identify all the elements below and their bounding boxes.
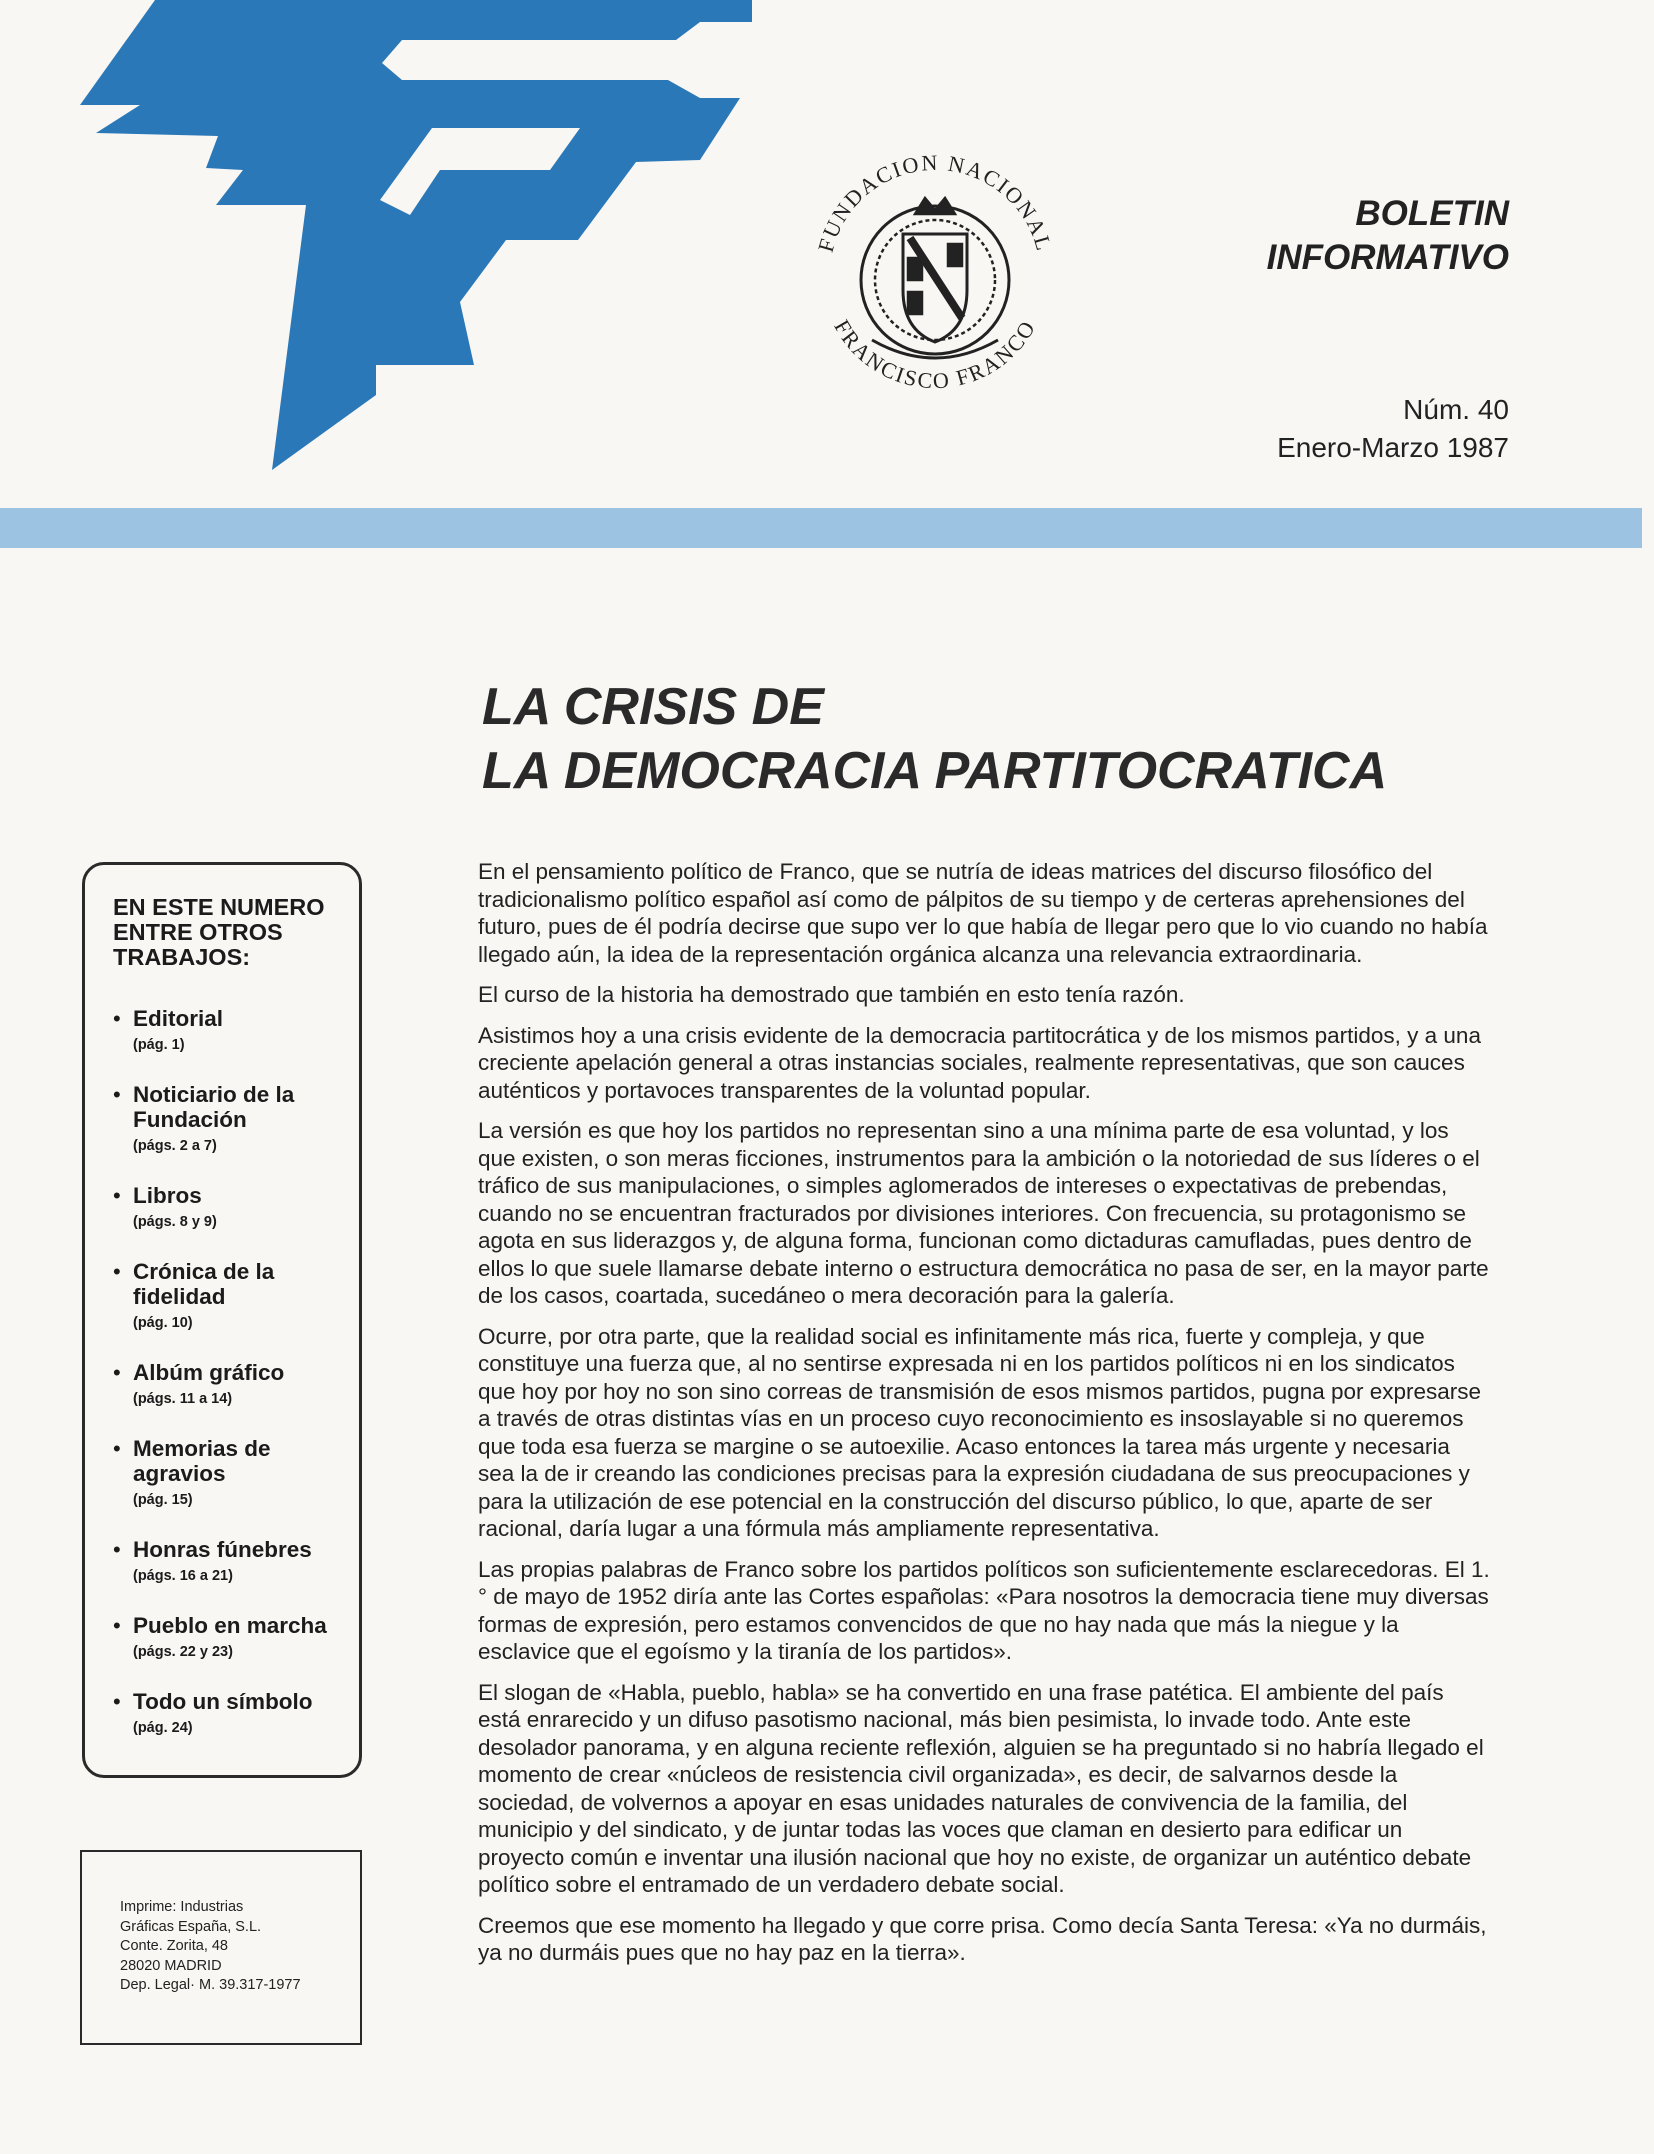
article-paragraph: El curso de la historia ha demostrado que también en esto tenía razón. — [478, 982, 1185, 1007]
contents-item-label: fidelidad — [133, 1284, 226, 1309]
printer-line: 28020 MADRID — [120, 1957, 222, 1974]
contents-item-label: • Crónica de la — [133, 1259, 275, 1284]
contents-item-page: (pág. 10) — [133, 1315, 193, 1331]
contents-item — [113, 1436, 339, 1511]
header-stripe — [0, 508, 1642, 548]
contents-item-label: • Todo un símbolo — [133, 1689, 313, 1714]
contents-item-label: • Albúm gráfico — [133, 1360, 285, 1385]
publication-title-line: BOLETIN — [1355, 194, 1509, 233]
seal-emblem — [861, 198, 1009, 358]
contents-item-label: agravios — [133, 1461, 226, 1486]
contents-item-page: (págs. 16 a 21) — [133, 1568, 233, 1584]
contents-item — [113, 1006, 339, 1056]
contents-heading — [113, 895, 339, 970]
seal-text-top: FUNDACION NACIONAL — [812, 149, 1058, 255]
article-paragraph: El slogan de «Habla, pueblo, habla» se ha convertido en una frase patética. El ambiente del país está enrarecido y un difuso pasotismo nacional, más bien pesimista, lo invade todo. Ante este desolador panorama, y en alguna reciente reflexión, alguien se ha preguntado si no habría llegado el momento de crear «núcleos de resistencia civil organizada», es decir, de salvarnos desde la sociedad, de volvernos a apoyar en esas unidades naturales de convivencia de la familia, del municipio y del sindicato, y de juntar todas las voces que claman en desierto para edificar un proyecto común e inventar una ilusión nacional que hoy no existe, de organizar un auténtico debate político sobre el entramado de un verdadero debate social. — [478, 1679, 1484, 1897]
contents-item-page: (pág. 24) — [133, 1720, 193, 1736]
issue-date: Enero-Marzo 1987 — [1277, 432, 1509, 463]
publication-title — [1267, 192, 1509, 280]
seal-text-bottom: FRANCISCO FRANCO — [829, 315, 1041, 394]
article-paragraph: Las propias palabras de Franco sobre los partidos políticos son suficientemente esclarecedoras. El 1.° de mayo de 1952 diría ante las Cortes españolas: «Para nosotros la democracia tiene muy diversas formas de expresión, pero estamos convencidos de que no hay nada que más la niegue y la esclavice que el egoísmo y la tiranía de los partidos». — [478, 1556, 1490, 1664]
article-paragraph: Ocurre, por otra parte, que la realidad social es infinitamente más rica, fuerte y compleja, y que constituye una fuerza que, al no sentirse expresada ni en los partidos políticos ni en los sindicatos que hoy por hoy no son sino correas de transmisión de esos mismos partidos, pugna por expresarse a través de otras distintas vías en un proceso cuyo reconocimiento es insoslayable si no queremos que toda esa fuerza se margine o se autoexilie. Acaso entonces la tarea más urgente y necesaria sea la de ir creando las condiciones precisas para la expresión ciudadana de sus preocupaciones y para la utilización de ese potencial en la construcción del discurso público, lo que, aparte de ser racional, daría lugar a una fórmula más ampliamente representativa. — [478, 1323, 1482, 1541]
ff-logo-shape-left — [80, 0, 752, 470]
contents-item-page: (pág. 15) — [133, 1492, 193, 1508]
article-title-line: LA DEMOCRACIA PARTITOCRATICA — [482, 742, 1388, 800]
issue-info — [1277, 391, 1509, 467]
contents-heading-line: TRABAJOS: — [113, 944, 251, 970]
contents-item-label: • Memorias de — [133, 1436, 271, 1461]
contents-item — [113, 1082, 339, 1157]
contents-item — [113, 1259, 339, 1334]
issue-number: Núm. 40 — [1403, 394, 1509, 425]
article-paragraph: Asistimos hoy a una crisis evidente de la democracia partitocrática y de los mismos partidos, y a una creciente apelación general a otras instancias sociales, realmente representativas, que son cauces auténticos y portavoces transparentes de la voluntad popular. — [478, 1022, 1481, 1103]
contents-item-label: Fundación — [133, 1107, 247, 1132]
contents-item-label: • Honras fúnebres — [133, 1537, 312, 1562]
contents-box — [82, 862, 362, 1778]
contents-item-page: (págs. 2 a 7) — [133, 1138, 217, 1154]
contents-item — [113, 1360, 339, 1410]
printer-line: Imprime: Industrias — [120, 1899, 244, 1915]
contents-list — [113, 1006, 339, 1739]
contents-item — [113, 1689, 339, 1739]
contents-heading-line: ENTRE OTROS — [113, 919, 283, 945]
contents-item-page: (pág. 1) — [133, 1037, 185, 1053]
article-title-line: LA CRISIS DE — [482, 678, 824, 736]
contents-item-page: (págs. 22 y 23) — [133, 1644, 233, 1660]
publication-title-line: INFORMATIVO — [1266, 238, 1509, 277]
contents-heading-line: EN ESTE NUMERO — [113, 894, 325, 920]
contents-item-label: • Pueblo en marcha — [133, 1613, 327, 1638]
article-body — [478, 858, 1490, 1980]
article-paragraph: En el pensamiento político de Franco, que se nutría de ideas matrices del discurso filosófico del tradicionalismo político español así como de pálpitos de su tiempo y de certeras aprehensiones del futuro, pues de él podría decirse que supo ver lo que había de llegar pero que lo vio cuando no había llegado aún, la idea de la representación orgánica alcanza una relevancia extraordinaria. — [478, 859, 1488, 967]
printer-line: Gráficas España, S.L. — [120, 1918, 262, 1935]
fundacion-seal — [800, 140, 1070, 410]
printer-line: Dep. Legal· M. 39.317-1977 — [120, 1977, 301, 1993]
ff-logo — [80, 0, 760, 475]
contents-item — [113, 1613, 339, 1663]
contents-item — [113, 1537, 339, 1587]
article-paragraph: Creemos que ese momento ha llegado y que corre prisa. Como decía Santa Teresa: «Ya no durmáis, ya no durmáis pues que no hay paz en la tierra». — [478, 1912, 1487, 1965]
contents-item-page: (págs. 11 a 14) — [133, 1391, 233, 1407]
contents-item-label: • Editorial — [133, 1006, 224, 1031]
article-title — [482, 675, 1387, 803]
contents-item-page: (págs. 8 y 9) — [133, 1214, 217, 1230]
contents-item-label: • Noticiario de la — [133, 1082, 295, 1107]
contents-item — [113, 1183, 339, 1233]
contents-item-label: • Libros — [133, 1183, 202, 1208]
printer-line: Conte. Zorita, 48 — [120, 1938, 228, 1954]
article-paragraph: La versión es que hoy los partidos no representan sino a una mínima parte de esa voluntad, y los que existen, o son meras ficciones, instrumentos para la ambición o la notoriedad de sus líderes o el tráfico de sus manipulaciones, o simples aglomerados de intereses o expectativas de prebendas, cuando no se encuentran fracturados por divisiones interiores. Con frecuencia, su protagonismo se agota en sus liderazgos y, de alguna forma, funcionan como dictaduras camufladas, pues dentro de ellos lo que suele llamarse debate interno o estructura democrática no pasa de ser, en la mayor parte de los casos, coartada, sucedáneo o mera decoración para la galería. — [478, 1118, 1489, 1308]
printer-imprint — [80, 1850, 362, 2045]
